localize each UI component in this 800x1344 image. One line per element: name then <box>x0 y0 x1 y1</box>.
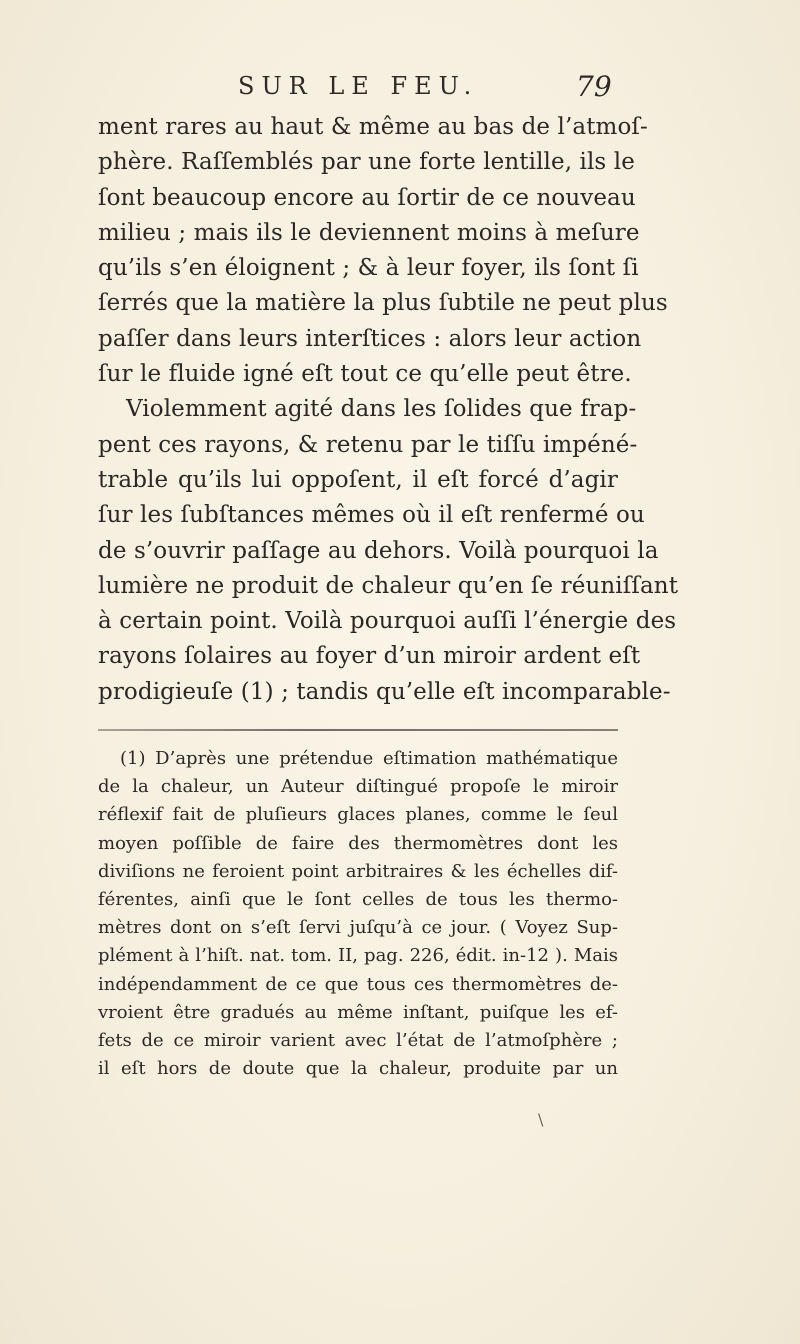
footnote-rule <box>98 729 618 731</box>
footnote-line: moyen poſſible de faire des thermomètres dont les <box>98 832 618 854</box>
body-line: ſerrés que la matière la plus ſubtile ne peut plus <box>98 290 668 317</box>
footnote-line: indépendamment de ce que tous ces thermomètres de- <box>98 973 618 995</box>
running-head <box>0 70 800 106</box>
body-line: pent ces rayons, & retenu par le tiſſu impéné- <box>98 431 638 458</box>
body-line: prodigieuſe (1) ; tandis qu’elle eſt incomparable- <box>98 678 671 705</box>
running-title: SUR LE FEU. <box>238 72 479 100</box>
footnote-line: de la chaleur, un Auteur diſtingué propoſe le miroir <box>98 776 618 798</box>
body-line: de s’ouvrir paſſage au dehors. Voilà pourquoi la <box>98 537 659 564</box>
body-line: trable qu’ils lui oppoſent, il eſt forcé d’agir <box>98 466 618 493</box>
footnote-line: mètres dont on s’eſt ſervi juſqu’à ce jour. ( Voyez Sup- <box>98 917 618 939</box>
footnote <box>98 745 618 1083</box>
body-line: rayons ſolaires au foyer d’un miroir ardent eſt <box>98 643 641 670</box>
body-line: ſur les ſubſtances mêmes où il eſt renfermé ou <box>98 502 645 529</box>
footnote-line: fets de ce miroir varient avec l’état de l’atmoſphère ; <box>98 1029 618 1051</box>
footnote-line: plément à l’hiſt. nat. tom. II, pag. 226, édit. in-12 ). Mais <box>98 945 618 967</box>
main-text <box>98 110 679 710</box>
footnote-line: réflexif fait de pluſieurs glaces planes, comme le ſeul <box>98 804 618 826</box>
body-line: qu’ils s’en éloignent ; & à leur foyer, ils ſont ſi <box>98 255 639 282</box>
footnote-line: (1) D’après une prétendue eſtimation mathématique <box>120 748 618 769</box>
body-line: ment rares au haut & même au bas de l’atmoſ- <box>98 114 648 140</box>
stray-mark: \ <box>538 1110 544 1129</box>
body-line: phère. Raſſemblés par une forte lentille, ils le <box>98 149 635 176</box>
footnote-line: férentes, ainſi que le ſont celles de tous les thermo- <box>98 888 618 910</box>
footnote-line: vroient être gradués au même inſtant, puiſque les ef- <box>98 1001 618 1023</box>
body-line: ſur le fluide igné eſt tout ce qu’elle peut être. <box>98 361 632 388</box>
body-line: lumière ne produit de chaleur qu’en ſe réuniſſant <box>98 572 679 599</box>
footnote-line: diviſions ne feroient point arbitraires & les échelles dif- <box>98 860 618 882</box>
body-line: à certain point. Voilà pourquoi auſſi l’énergie des <box>98 608 677 635</box>
body-line: milieu ; mais ils le deviennent moins à meſure <box>98 219 640 246</box>
body-line: Violemment agité dans les ſolides que frap- <box>126 396 637 423</box>
footnote-line: il eſt hors de doute que la chaleur, produite par un <box>98 1058 618 1080</box>
body-line: ſont beaucoup encore au ſortir de ce nouveau <box>98 184 636 211</box>
page-number: 79 <box>576 70 612 103</box>
body-line: paſſer dans leurs interſtices : alors leur action <box>98 325 642 352</box>
